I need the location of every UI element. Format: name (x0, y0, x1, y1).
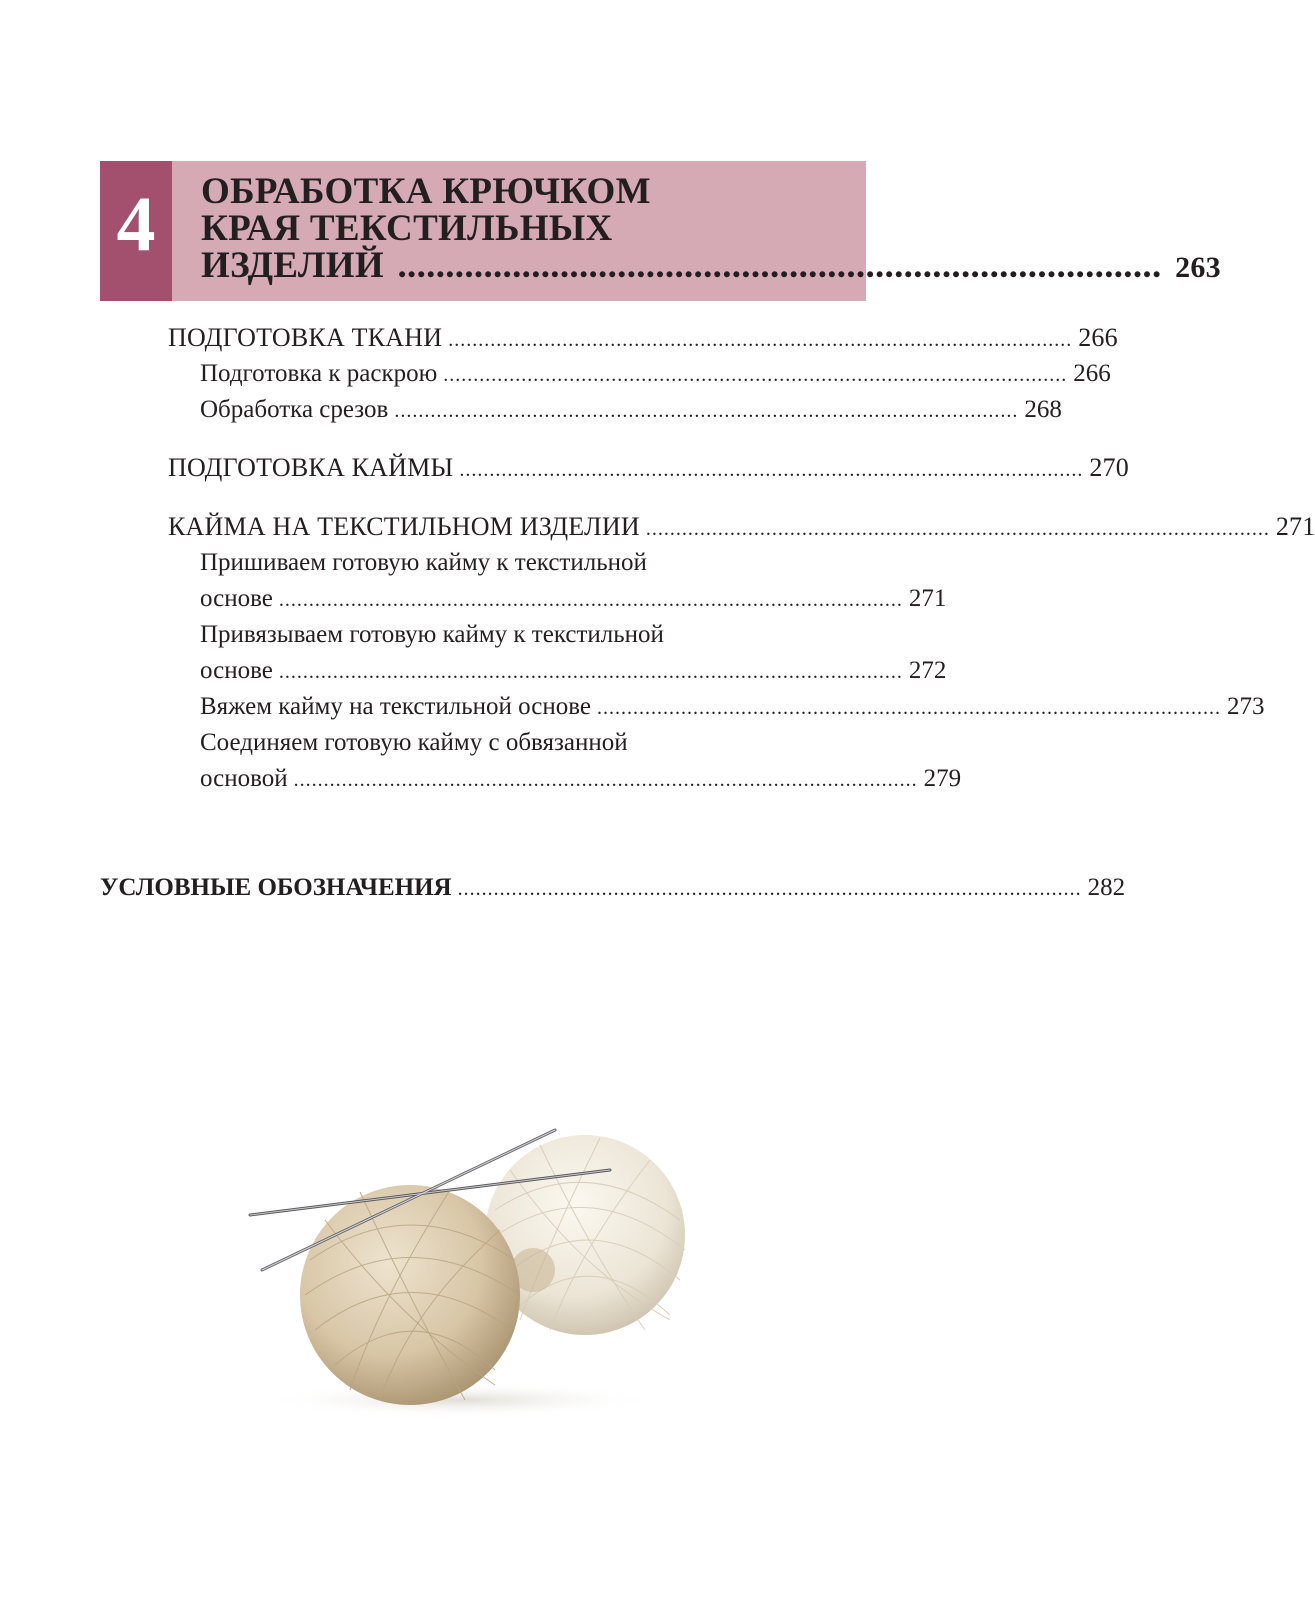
toc-entry-page: 271 (1275, 512, 1315, 541)
chapter-title-line-3-text: ИЗДЕЛИЙ (201, 245, 384, 286)
toc-entry[interactable] (168, 320, 1118, 358)
toc-entry[interactable] (168, 450, 1129, 488)
toc-entry-label: УСЛОВНЫЕ ОБОЗНАЧЕНИЯ (100, 874, 452, 901)
leader-dots: ........................................................................................................ (394, 400, 1019, 422)
toc-entry[interactable] (200, 653, 947, 690)
leader-dots: ........................................................................................................ (278, 661, 903, 683)
toc-entry-label-line-2: основе (200, 585, 273, 612)
toc-entry[interactable] (168, 509, 1315, 547)
toc-entry[interactable] (200, 761, 962, 798)
toc-entry-page: 282 (1087, 874, 1126, 901)
toc-entry-label-line-1[interactable]: Привязываем готовую кайму к текстильной (200, 621, 664, 648)
chapter-page-number: 263 (1175, 251, 1221, 284)
toc-entry-page: 266 (1073, 360, 1111, 387)
leader-dots: ........................................................................................................ (459, 459, 1084, 481)
leader-dots: ........................................................................................................ (645, 518, 1270, 540)
yarn-balls-illustration (250, 1130, 710, 1420)
toc-entry-label-line-1[interactable]: Соединяем готовую кайму с обвязанной (200, 729, 628, 756)
toc-entry-label: Подготовка к раскрою (200, 360, 438, 387)
leader-dots: ........................................................................................................ (443, 364, 1068, 386)
toc-entry-page: 266 (1078, 323, 1118, 352)
toc-entry-label: Вяжем кайму на текстильной основе (200, 693, 592, 720)
toc-entry[interactable] (200, 581, 947, 618)
leader-dots: ........................................................................................................ (278, 589, 903, 611)
toc-entry[interactable] (200, 356, 1111, 393)
chapter-number-box (100, 161, 172, 301)
leader-dots: ........................................................................................................ (448, 329, 1073, 351)
chapter-banner (100, 161, 1221, 301)
chapter-title-line-1: ОБРАБОТКА КРЮЧКОМ (201, 171, 651, 212)
toc-entry-page: 270 (1089, 453, 1129, 482)
chapter-number: 4 (116, 180, 156, 267)
toc-entry-label-line-2: основе (200, 657, 273, 684)
toc-entry-label: Обработка срезов (200, 396, 389, 423)
toc-entry[interactable] (200, 689, 1265, 726)
leader-dots: ........................................................................................................ (597, 697, 1222, 719)
toc-entry[interactable] (200, 392, 1062, 429)
toc-entry-page: 279 (923, 765, 962, 792)
toc-entry-page: 272 (908, 657, 947, 684)
chapter-title-line-2: КРАЯ ТЕКСТИЛЬНЫХ (201, 208, 613, 249)
toc-entry-label-line-2: основой (200, 765, 288, 792)
leader-dots: ........................................................................................................ (457, 878, 1082, 900)
toc-entry-page: 273 (1227, 693, 1265, 720)
toc-entry-label-line-1[interactable]: Пришиваем готовую кайму к текстильной (200, 549, 647, 576)
toc-entry-label: ПОДГОТОВКА ТКАНИ (168, 323, 443, 352)
toc-appendix-entry[interactable] (100, 870, 1126, 907)
toc-entry-label: ПОДГОТОВКА КАЙМЫ (168, 453, 454, 482)
leader-dots: ........................................................................................................ (293, 769, 918, 791)
toc-entry-label: КАЙМА НА ТЕКСТИЛЬНОМ ИЗДЕЛИИ (168, 512, 640, 541)
toc-entry-page: 268 (1024, 396, 1062, 423)
leader-dots: ................................................................................ (397, 245, 1162, 286)
toc-entry-page: 271 (908, 585, 947, 612)
chapter-title-line-3 (201, 245, 1221, 286)
chapter-title[interactable] (201, 171, 1221, 286)
